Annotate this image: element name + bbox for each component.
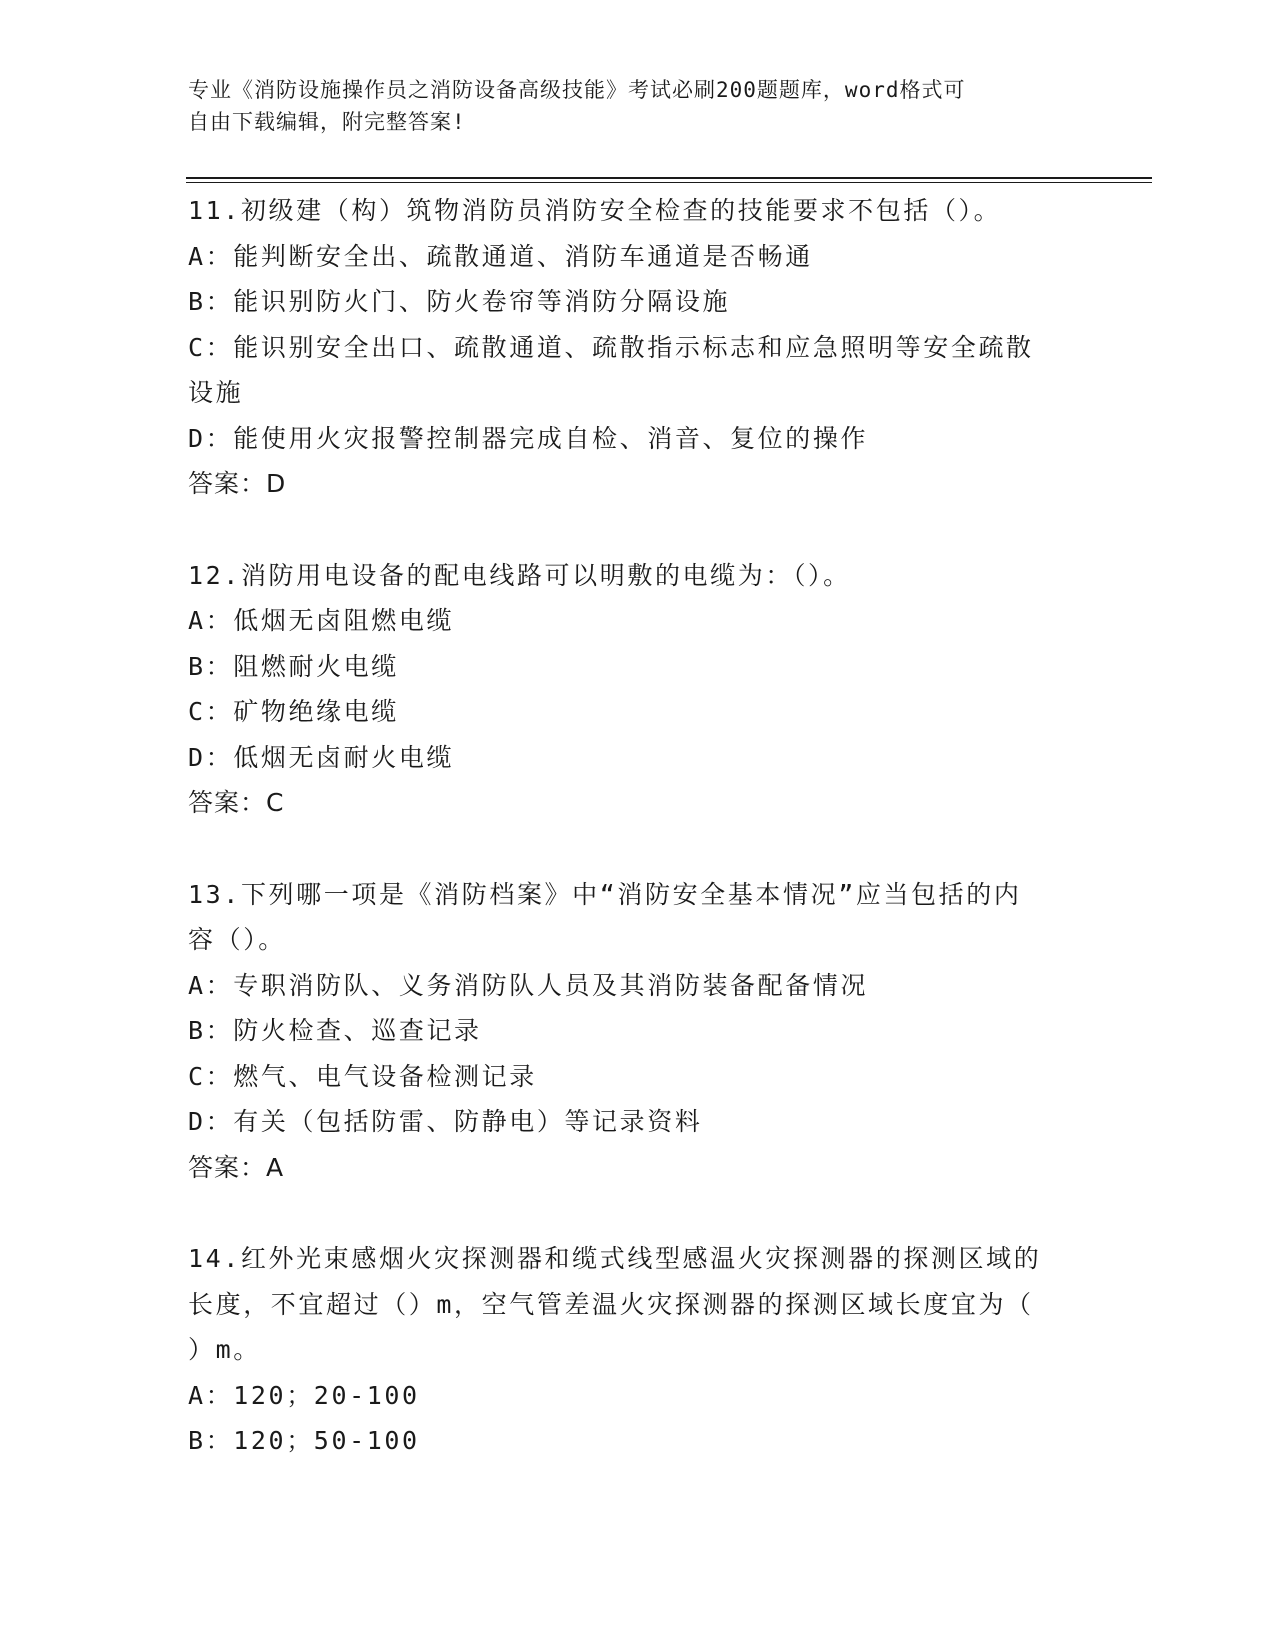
question-text: 13.下列哪一项是《消防档案》中“消防安全基本情况”应当包括的内 xyxy=(188,879,1022,909)
question-item xyxy=(188,553,1073,826)
option-text: B：120；50-100 xyxy=(188,1426,420,1455)
question-text: 12.消防用电设备的配电线路可以明敷的电缆为：（）。 xyxy=(188,560,851,590)
option-text: A：专职消防队、义务消防队人员及其消防装备配备情况 xyxy=(188,970,869,1000)
option-text: A：低烟无卤阻燃电缆 xyxy=(188,606,455,635)
question-item xyxy=(188,1236,1073,1464)
option-text: D：有关（包括防雷、防静电）等记录资料 xyxy=(188,1107,703,1136)
header-line-2: 自由下载编辑，附完整答案! xyxy=(188,110,466,134)
answer-text: 答案：D xyxy=(188,469,287,498)
question-item xyxy=(188,188,1073,507)
option-text: B：阻燃耐火电缆 xyxy=(188,651,399,681)
header-divider-thin xyxy=(186,182,1152,183)
option-text: D：低烟无卤耐火电缆 xyxy=(188,742,455,772)
answer-text: 答案：A xyxy=(188,1152,285,1182)
question-text: 容（）。 xyxy=(188,925,286,954)
option-text: C：矿物绝缘电缆 xyxy=(188,697,399,726)
option-text: D：能使用火灾报警控制器完成自检、消音、复位的操作 xyxy=(188,423,869,453)
question-text: 11.初级建（构）筑物消防员消防安全检查的技能要求不包括（）。 xyxy=(188,196,1002,225)
option-text: B：防火检查、巡查记录 xyxy=(188,1016,482,1045)
question-text: 14.红外光束感烟火灾探测器和缆式线型感温火灾探测器的探测区域的 xyxy=(188,1244,1042,1273)
option-text: B：能识别防火门、防火卷帘等消防分隔设施 xyxy=(188,287,731,316)
option-text: A：120；20-100 xyxy=(188,1380,420,1410)
document-header xyxy=(188,74,1068,138)
question-text: 长度，不宜超过（）m，空气管差温火灾探测器的探测区域长度宜为（ xyxy=(188,1289,1034,1319)
option-text: C：能识别安全出口、疏散通道、疏散指示标志和应急照明等安全疏散 xyxy=(188,332,1034,362)
header-divider-thick xyxy=(186,177,1152,179)
question-text: ）m。 xyxy=(188,1335,261,1364)
answer-text: 答案：C xyxy=(188,788,285,817)
question-list xyxy=(188,188,1073,1510)
header-line-1: 专业《消防设施操作员之消防设备高级技能》考试必刷200题题库，word格式可 xyxy=(188,78,966,102)
option-text: 设施 xyxy=(188,378,244,407)
question-item xyxy=(188,872,1073,1191)
option-text: C：燃气、电气设备检测记录 xyxy=(188,1061,537,1091)
option-text: A：能判断安全出、疏散通道、消防车通道是否畅通 xyxy=(188,241,813,271)
